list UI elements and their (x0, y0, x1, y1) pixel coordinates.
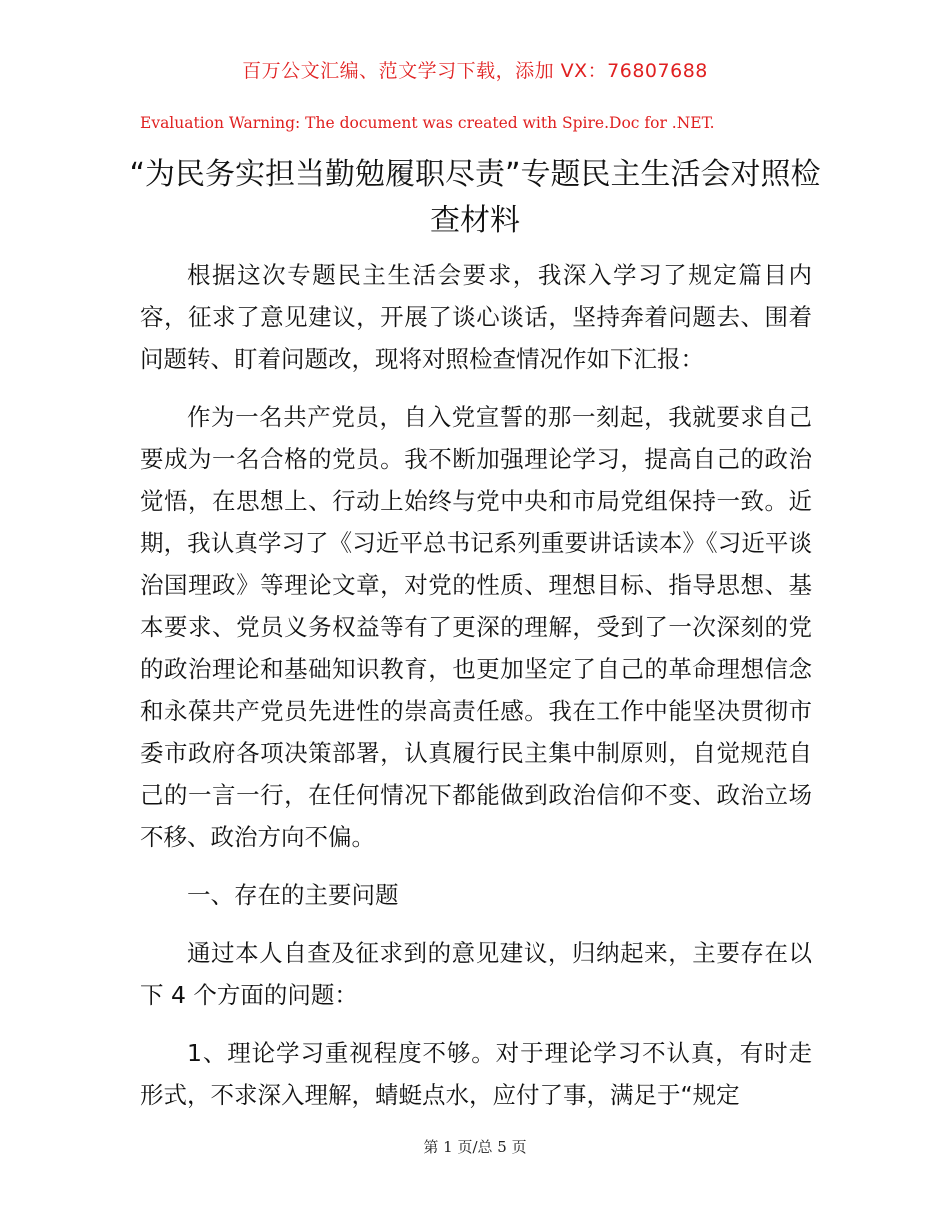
section-heading-problems: 一、存在的主要问题 (187, 881, 399, 909)
document-title: “为民务实担当勤勉履职尽责”专题民主生活会对照检查材料 (129, 157, 821, 238)
paragraph-intro: 根据这次专题民主生活会要求，我深入学习了规定篇目内容，征求了意见建议，开展了谈心谈话，坚持奔着问题去、围着问题转、盯着问题改，现将对照检查情况作如下汇报： (140, 261, 812, 373)
paragraph-problem-1: 1、理论学习重视程度不够。对于理论学习不认真，有时走形式，不求深入理解，蜻蜓点水，应付了事，满足于“规定 (140, 1039, 812, 1109)
paragraph-self-assessment: 作为一名共产党员，自入党宣誓的那一刻起，我就要求自己要成为一名合格的党员。我不断加强理论学习，提高自己的政治觉悟，在思想上、行动上始终与党中央和市局党组保持一致。近期，我认真学习了《习近平总书记系列重要讲话读本》《习近平谈治国理政》等理论文章，对党的性质、理想目标、指导思想、基本要求、党员义务权益等有了更深的理解，受到了一次深刻的党的政治理论和基础知识教育，也更加坚定了自己的革命理想信念和永葆共产党员先进性的崇高责任感。我在工作中能坚决贯彻市委市政府各项决策部署，认真履行民主集中制原则，自觉规范自己的一言一行，在任何情况下都能做到政治信仰不变、政治立场不移、政治方向不偏。 (140, 403, 812, 851)
paragraph-problems-summary: 通过本人自查及征求到的意见建议，归纳起来，主要存在以下 4 个方面的问题： (140, 939, 812, 1009)
promo-header-banner: 百万公文汇编、范文学习下载，添加 VX：76807688 (242, 60, 708, 82)
evaluation-warning: Evaluation Warning: The document was created with Spire.Doc for .NET. (140, 114, 715, 132)
document-body (140, 254, 812, 1132)
page-number-footer: 第 1 页/总 5 页 (423, 1138, 527, 1156)
